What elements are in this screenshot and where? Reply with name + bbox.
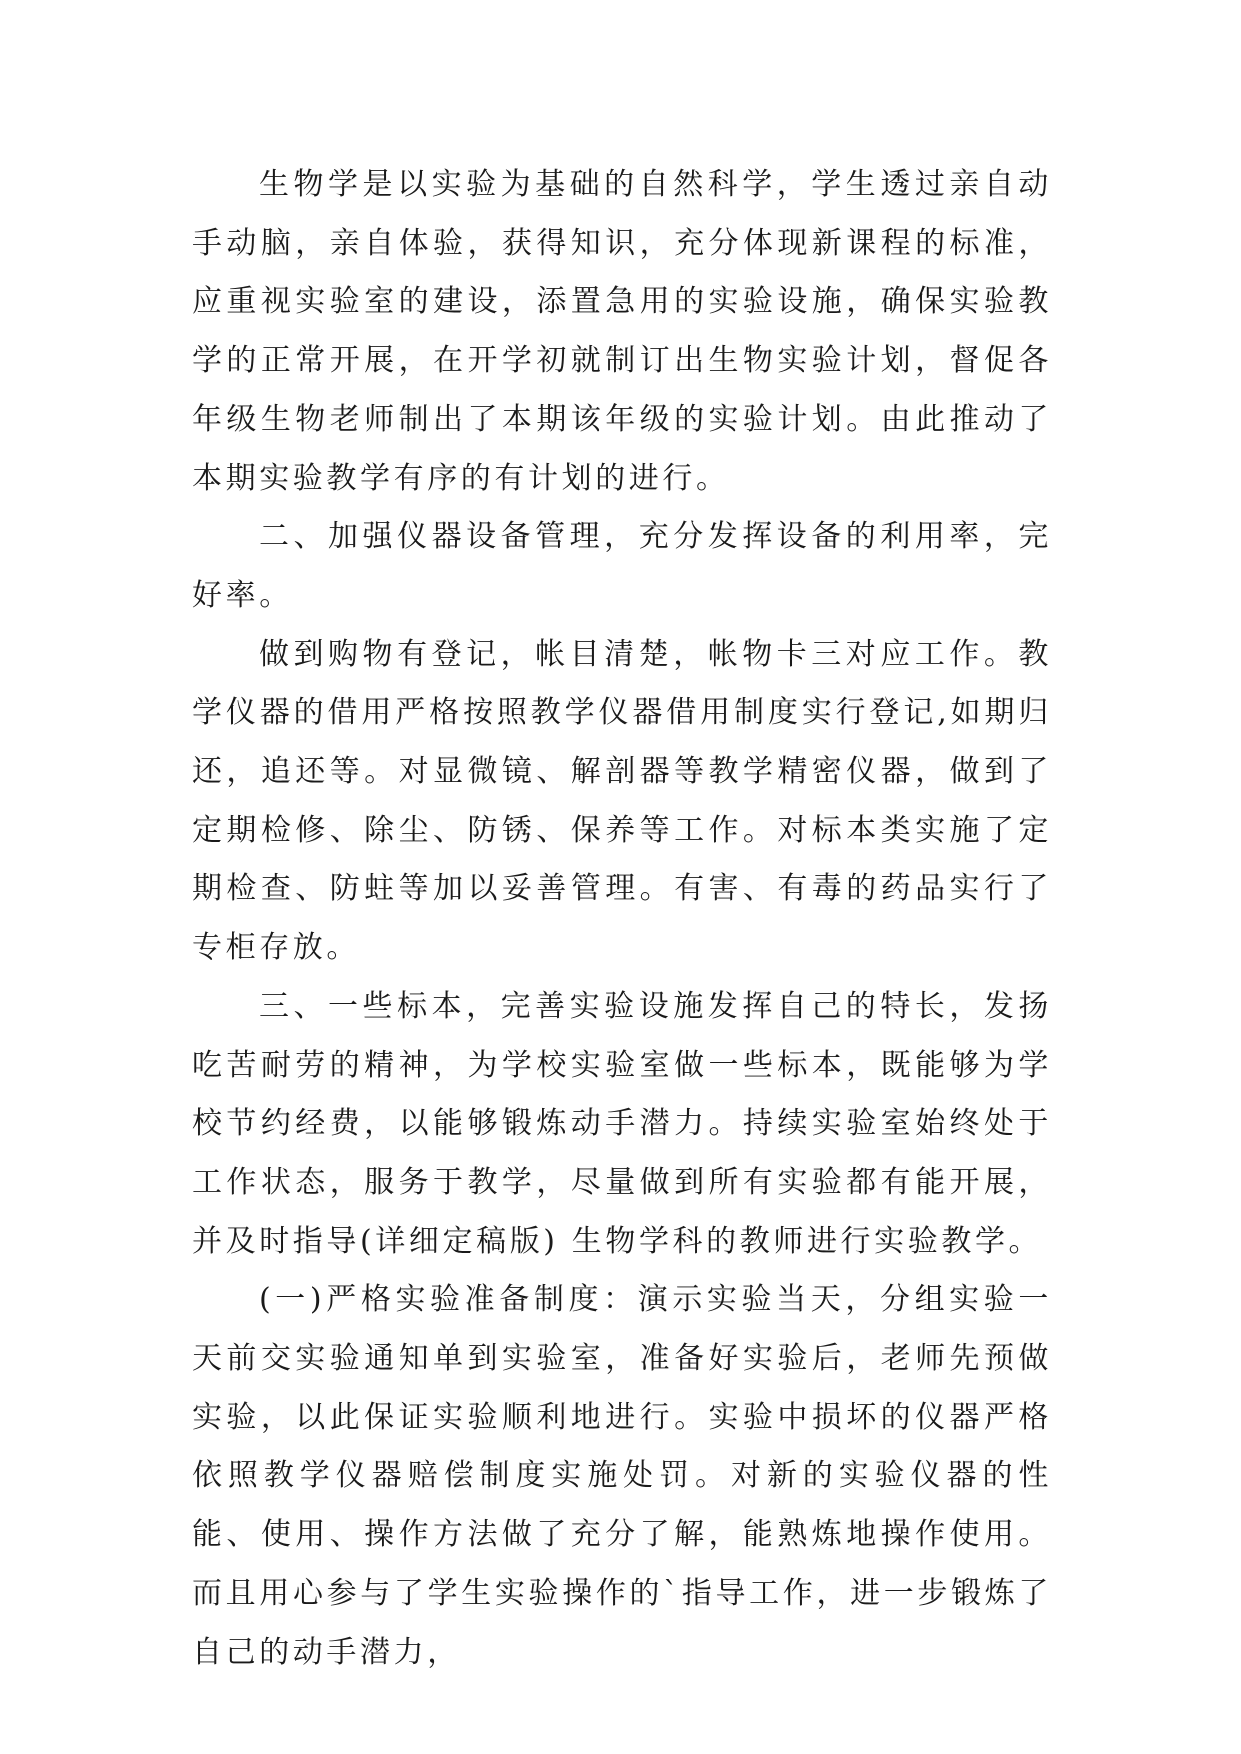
paragraph-lab-importance: 生物学是以实验为基础的自然科学，学生透过亲自动手动脑，亲自体验，获得知识，充分体现新课程的标准，应重视实验室的建设，添置急用的实验设施，确保实验教学的正常开展，在开学初就制订出生物实验计划，督促各年级生物老师制出了本期该年级的实验计划。由此推动了本期实验教学有序的有计划的进行。 — [192, 167, 1052, 496]
document-body — [192, 156, 1052, 1682]
paragraph-heading-equipment-management: 二、加强仪器设备管理，充分发挥设备的利用率，完好率。 — [192, 519, 1052, 613]
paragraph-heading-specimens: 三、一些标本，完善实验设施发挥自己的特长，发扬吃苦耐劳的精神，为学校实验室做一些标本，既能够为学校节约经费，以能够锻炼动手潜力。持续实验室始终处于工作状态，服务于教学，尽量做到所有实验都有能开展，并及时指导(详细定稿版) 生物学科的教师进行实验教学。 — [192, 988, 1052, 1259]
paragraph-experiment-preparation: (一)严格实验准备制度：演示实验当天，分组实验一天前交实验通知单到实验室，准备好实验后，老师先预做实验，以此保证实验顺利地进行。实验中损坏的仪器严格依照教学仪器赔偿制度实施处罚。对新的实验仪器的性能、使用、操作方法做了充分了解，能熟炼地操作使用。而且用心参与了学生实验操作的`指导工作，进一步锻炼了自己的动手潜力， — [192, 1282, 1052, 1670]
paragraph-equipment-registration: 做到购物有登记，帐目清楚，帐物卡三对应工作。教学仪器的借用严格按照教学仪器借用制度实行登记,如期归还，追还等。对显微镜、解剖器等教学精密仪器，做到了定期检修、除尘、防锈、保养等工作。对标本类实施了定期检查、防蛀等加以妥善管理。有害、有毒的药品实行了专柜存放。 — [192, 636, 1052, 966]
